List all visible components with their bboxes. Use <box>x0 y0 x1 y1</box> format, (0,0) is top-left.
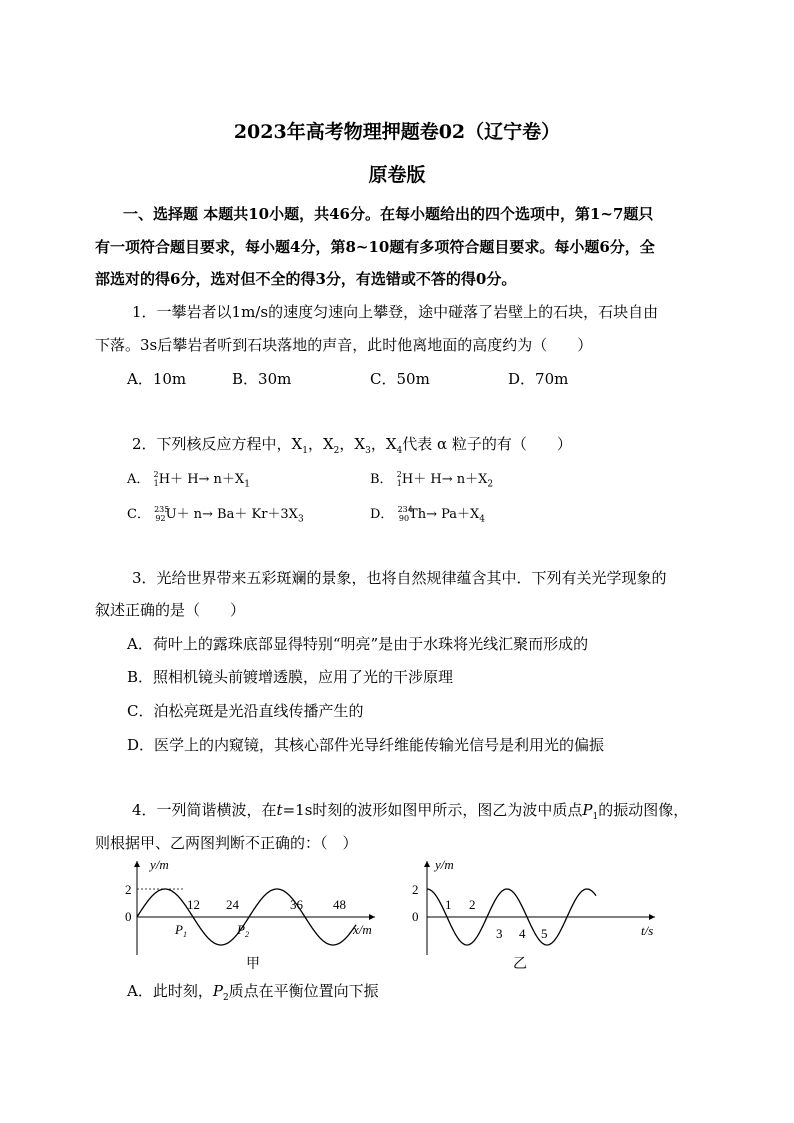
q2-option-a: A． $^2_1H+ H\to n+X_1$ <box>127 470 250 490</box>
xtick-48: 48 <box>333 897 346 912</box>
q3-option-c: C．泊松亮斑是光沿直线传播产生的 <box>127 702 364 720</box>
q4-option-a <box>127 980 379 1009</box>
q3-option-d: D．医学上的内窥镜，其核心部件光导纤维能传输光信号是利用光的偏振 <box>127 736 605 754</box>
xtick-12: 12 <box>187 897 200 912</box>
q2-option-d: D． $^{234}_{90}Th\to Pa+X_4$ <box>370 505 486 525</box>
q3-option-a: A．荷叶上的露珠底部显得特别“明亮”是由于水珠将光线汇聚而形成的 <box>127 635 589 653</box>
wave-figure-left <box>110 855 390 980</box>
q4-line1-t: t <box>276 801 283 819</box>
ytick-0-left: 0 <box>125 909 132 924</box>
q2-option-b: B． $^2_1H+ H\to n+X_2$ <box>370 470 494 490</box>
xlabel-left: x/m <box>353 922 372 937</box>
ylabel-left: y/m <box>150 857 169 872</box>
q2-stem-post: 代表 α 粒子的有（ ） <box>402 435 572 453</box>
q4-option-a-post: 质点在平衡位置向下振 <box>228 982 379 1000</box>
q2-sub4: 4 <box>396 446 403 456</box>
ttick-5: 5 <box>541 926 548 941</box>
q4-line1-sub: 1 <box>592 812 599 822</box>
q4-line1-mid: =1s时刻的波形如图甲所示，图乙为波中质点 <box>282 801 583 819</box>
q2-option-c: C． $^{235}_{92}U+ n\to Ba+ Kr+3X_3$ <box>127 505 304 525</box>
q2-formula-c: U＋ n→ Ba＋ Kr＋3X <box>165 507 298 522</box>
ytick-0-right: 0 <box>412 909 419 924</box>
q2-formula-b: H＋ H→ n＋X <box>401 472 488 487</box>
ttick-3: 3 <box>496 926 503 941</box>
q2-sub3: 3 <box>365 446 371 456</box>
xtick-36: 36 <box>290 897 303 912</box>
q2-formula-a: H＋ H→ n＋X <box>158 472 245 487</box>
point-p2: $P_2$ <box>237 922 249 939</box>
q1-stem-line2: 下落。3s后攀岩者听到石块落地的声音，此时他离地面的高度约为（ ） <box>95 336 593 354</box>
section-intro-line3: 部选对的得6分，选对但不全的得3分，有选错或不答的得0分。 <box>95 270 517 288</box>
page-subtitle: 原卷版 <box>368 164 426 186</box>
section-intro-line1: 一、选择题 本题共10小题，共46分。在每小题给出的四个选项中，第1~7题只 <box>123 205 654 223</box>
q4-stem-line2: 则根据甲、乙两图判断不正确的：（ ） <box>95 834 358 852</box>
q1-option-b: B．30m <box>232 370 292 388</box>
q1-stem-line1: 1．一攀岩者以1m/s的速度匀速向上攀登，途中碰落了岩壁上的石块，石块自由 <box>132 303 659 321</box>
point-p1: $P_1$ <box>175 922 187 939</box>
caption-yi: 乙 <box>513 957 527 972</box>
wave-figure-right <box>400 855 665 980</box>
q2-stem-pre: 2．下列核反应方程中，X <box>132 435 303 453</box>
q3-stem-line2: 叙述正确的是（ ） <box>95 601 246 619</box>
page-title: 2023年高考物理押题卷02（辽宁卷） <box>233 121 561 143</box>
q3-option-b: B．照相机镜头前镀增透膜，应用了光的干涉原理 <box>127 668 454 686</box>
q2-stem: 2．下列核反应方程中，$X_1$，$X_2$，$X_3$，$X_4$代表 α 粒子的有（ ） <box>132 435 572 456</box>
ylabel-right: y/m <box>435 857 454 872</box>
q2-option-c-label: C． <box>127 507 150 522</box>
q4-option-a-p: P <box>212 982 223 1000</box>
q1-option-d: D．70m <box>508 370 569 388</box>
ttick-4: 4 <box>519 926 526 941</box>
q2-sub1: 1 <box>302 446 308 456</box>
xtick-24: 24 <box>226 897 239 912</box>
q4-option-a-pre: A．此时刻， <box>127 982 213 1000</box>
q2-option-a-label: A． <box>127 472 150 487</box>
q2-option-d-label: D． <box>370 507 394 522</box>
tlabel-right: t/s <box>641 923 654 938</box>
section-intro-line2: 有一项符合题目要求，每小题4分，第8~10题有多项符合题目要求。每小题6分，全 <box>95 238 655 256</box>
q2-formula-d: Th→ Pa＋X <box>409 507 480 522</box>
q4-stem-line1 <box>132 799 688 828</box>
q2-option-b-label: B． <box>370 472 393 487</box>
q4-line1-p: P <box>582 801 593 819</box>
ytick-2-left: 2 <box>125 882 132 897</box>
ytick-2-right: 2 <box>412 882 419 897</box>
q1-option-c: C．50m <box>370 370 430 388</box>
q3-stem-line1: 3．光给世界带来五彩斑斓的景象，也将自然规律蕴含其中．下列有关光学现象的 <box>132 569 667 587</box>
caption-jia: 甲 <box>246 957 260 972</box>
ttick-1: 1 <box>445 897 452 912</box>
q4-option-a-sub: 2 <box>222 993 229 1003</box>
q4-line1-pre: 4．一列简谐横波，在 <box>132 801 277 819</box>
q1-option-a: A．10m <box>127 370 187 388</box>
q4-line1-post: 的振动图像， <box>598 801 689 819</box>
q2-sub2: 2 <box>333 446 340 456</box>
ttick-2: 2 <box>469 897 476 912</box>
